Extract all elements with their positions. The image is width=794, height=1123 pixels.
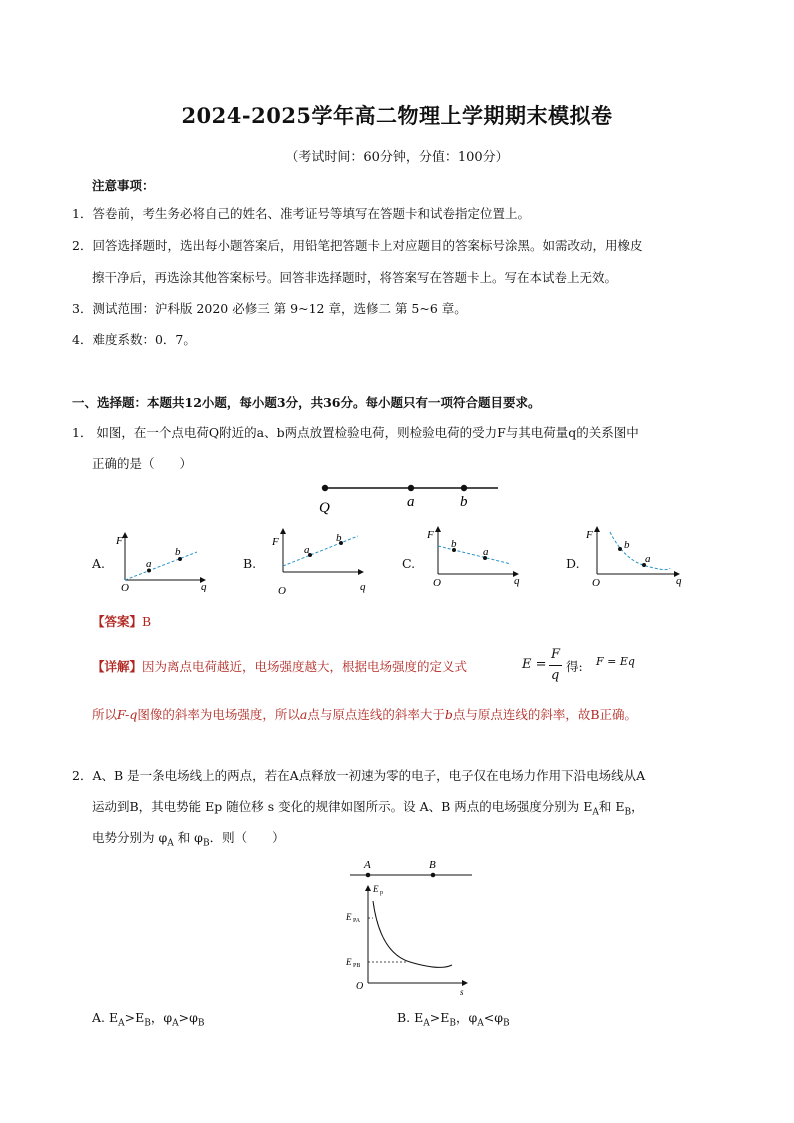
svg-text:a: a xyxy=(304,544,310,556)
q2-option-A: A. $E_A>E_B$，$\varphi_A>\varphi_B$ xyxy=(92,1010,205,1029)
svg-text:E: E xyxy=(373,884,379,894)
label-b: b xyxy=(460,494,468,510)
svg-text:F: F xyxy=(116,535,123,547)
q1-option-C-label: C. xyxy=(402,556,416,571)
svg-text:O: O xyxy=(121,582,129,592)
notice-item-1: 1．答卷前，考生务必将自己的姓名、准考证号等填写在答题卡和试卷指定位置上。 xyxy=(72,206,530,221)
q1-answer xyxy=(92,612,151,630)
point-a-dot xyxy=(408,485,414,491)
svg-text:q: q xyxy=(676,575,682,587)
q1-option-B-label: B. xyxy=(243,556,257,571)
svg-text:O: O xyxy=(592,577,600,589)
q1-option-C-graph xyxy=(425,524,525,592)
charge-Q-dot xyxy=(322,485,328,491)
notice-item-3: 3．测试范围：沪科版 2020 必修三 第 9~12 章，选修二 第 5~6 章。 xyxy=(72,301,467,316)
q1-explanation: 所以F-q图像的斜率为电场强度，所以a点与原点连线的斜率大于b点与原点连线的斜率，故B正确。 xyxy=(92,707,638,722)
svg-text:E: E xyxy=(346,912,352,922)
point-b-dot xyxy=(461,485,467,491)
q1-stem-line2: 正确的是（ ） xyxy=(92,456,193,471)
q2-stem-line3: 电势分别为 $\varphi_A$ 和 $\varphi_B$．则（ ） xyxy=(92,830,285,849)
svg-text:q: q xyxy=(514,575,520,587)
q1-charge-figure xyxy=(310,478,510,518)
q1-option-D-label: D. xyxy=(566,556,580,571)
formula-F-Eq: F = Eq xyxy=(596,655,635,668)
q1-option-A-graph xyxy=(112,530,212,592)
section-heading: 一、选择题：本题共12小题，每小题3分，共36分。每小题只有一项符合题目要求。 xyxy=(72,395,541,410)
svg-text:a: a xyxy=(483,546,489,558)
page-title: 2024-2025学年高二物理上学期期末模拟卷 xyxy=(181,103,613,128)
q2-option-B: B. $E_A>E_B$，$\varphi_A<\varphi_B$ xyxy=(397,1010,510,1029)
svg-text:A: A xyxy=(364,859,371,871)
q1-option-D-graph xyxy=(584,524,689,592)
answer-value: B xyxy=(142,614,152,629)
svg-text:b: b xyxy=(451,538,457,550)
label-Q: Q xyxy=(319,500,330,516)
q1-option-B-graph xyxy=(270,526,370,598)
notice-heading: 注意事项： xyxy=(92,178,155,193)
formula-get: 得: xyxy=(566,659,583,674)
q1-stem-line1: 1． 如图，在一个点电荷Q附近的a、b两点放置检验电荷，则检验电荷的受力F与其电荷量q的关系图中 xyxy=(72,425,639,440)
q2-stem-line1: 2．A、B 是一条电场线上的两点，若在A点释放一初速为零的电子，电子仅在电场力作用下沿电场线从A xyxy=(72,768,646,783)
q2-figure xyxy=(340,855,480,1000)
svg-text:E: E xyxy=(346,957,352,967)
q1-option-A-label: A. xyxy=(92,556,106,571)
svg-text:F: F xyxy=(272,536,279,548)
fraction-bar xyxy=(549,665,562,666)
svg-text:b: b xyxy=(336,532,342,544)
svg-text:s: s xyxy=(460,987,464,997)
formula-numerator: F xyxy=(551,647,561,662)
svg-text:PA: PA xyxy=(353,918,361,924)
svg-text:p: p xyxy=(380,890,383,896)
page-subtitle: （考试时间：60分钟，分值：100分） xyxy=(285,150,509,165)
svg-text:q: q xyxy=(360,581,366,593)
notice-item-2-cont: 擦干净后，再选涂其他答案标号。回答非选择题时，将答案写在答题卡上。写在本试卷上无效。 xyxy=(92,270,618,285)
detail-text: 因为离点电荷越近，电场强度越大，根据电场强度的定义式 xyxy=(142,659,468,674)
svg-text:B: B xyxy=(429,859,436,871)
svg-text:O: O xyxy=(433,577,441,589)
formula-E: E = xyxy=(522,657,547,672)
q2-stem-line2: 运动到B，其电势能 Ep 随位移 s 变化的规律如图所示。设 A、B 两点的电场强度分别为 $E_A$和 $E_B$， xyxy=(92,799,644,818)
notice-item-2: 2．回答选择题时，选出每小题答案后，用铅笔把答题卡上对应题目的答案标号涂黑。如需改动，用橡皮 xyxy=(72,238,643,253)
svg-text:a: a xyxy=(146,558,152,570)
svg-text:O: O xyxy=(356,981,364,992)
notice-item-4: 4．难度系数：0．7。 xyxy=(72,332,196,347)
svg-text:PB: PB xyxy=(353,963,361,969)
svg-text:F: F xyxy=(427,529,434,541)
svg-text:a: a xyxy=(645,553,651,565)
formula-denominator: q xyxy=(551,668,560,683)
answer-tag: 【答案】 xyxy=(92,614,143,629)
svg-text:b: b xyxy=(175,546,181,558)
svg-text:O: O xyxy=(278,585,286,597)
q1-detail xyxy=(92,657,467,675)
detail-tag: 【详解】 xyxy=(92,659,143,674)
svg-text:F: F xyxy=(586,529,593,541)
label-a: a xyxy=(407,494,415,510)
svg-text:q: q xyxy=(201,581,207,592)
svg-text:b: b xyxy=(624,539,630,551)
